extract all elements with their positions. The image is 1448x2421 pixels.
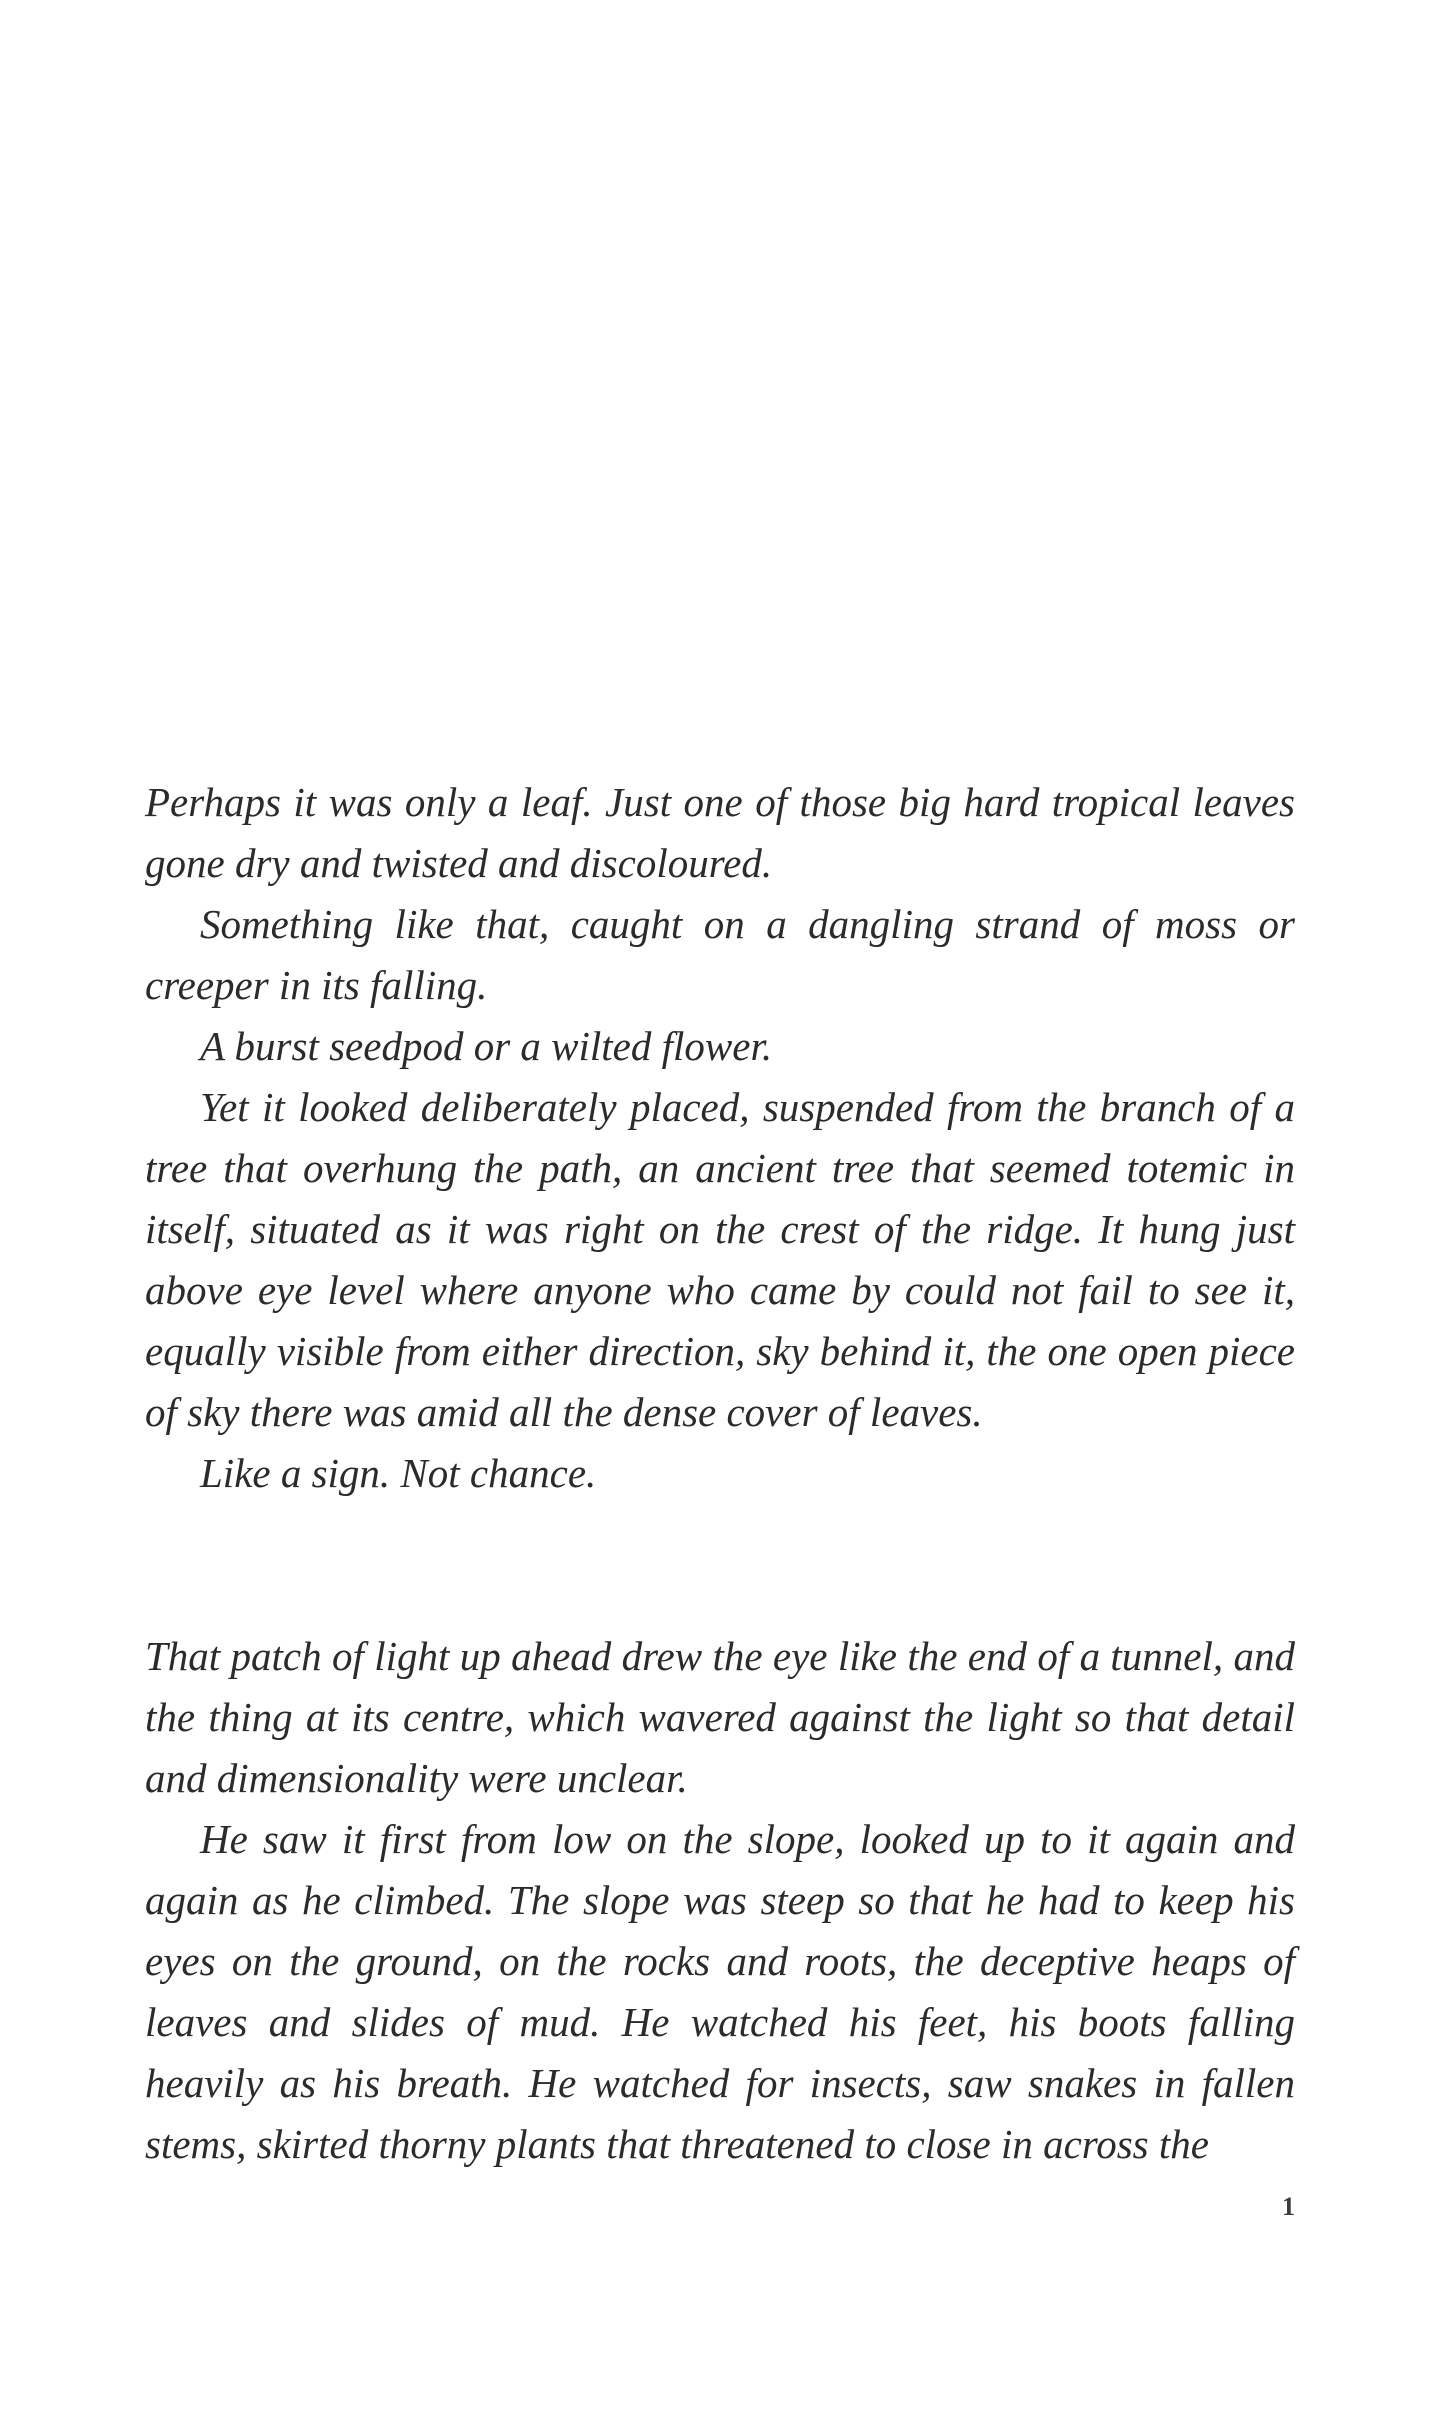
paragraph: Yet it looked deliberately placed, suspended from the branch of a tree that overhung the path, an ancient tree that seemed totemic in itself, situated as it was right on the crest of the ridge. It hung just above eye level where anyone who came by could not fail to see it, equally visible from either direction, sky behind it, the one open piece of sky there was amid all the dense cover of leaves. <box>145 1084 1295 1435</box>
paragraph: Something like that, caught on a dangling strand of moss or creeper in its falling. <box>145 901 1295 1008</box>
text-section-2 <box>145 1626 1295 2175</box>
paragraph: That patch of light up ahead drew the eye like the end of a tunnel, and the thing at its centre, which wavered against the light so that detail and dimensionality were unclear. <box>145 1633 1295 1801</box>
paragraph: Perhaps it was only a leaf. Just one of those big hard tropical leaves gone dry and twisted and discoloured. <box>145 779 1295 886</box>
paragraph: He saw it first from low on the slope, looked up to it again and again as he climbed. The slope was steep so that he had to keep his eyes on the ground, on the rocks and roots, the deceptive heaps of leaves and slides of mud. He watched his feet, his boots falling heavily as his breath. He watched for insects, saw snakes in fallen stems, skirted thorny plants that threatened to close in across the <box>145 1816 1295 2167</box>
text-section-1 <box>145 772 1295 1504</box>
page-number: 1 <box>1282 2192 1295 2221</box>
paragraph: A burst seedpod or a wilted flower. <box>200 1023 773 1069</box>
paragraph: Like a sign. Not chance. <box>200 1450 597 1496</box>
